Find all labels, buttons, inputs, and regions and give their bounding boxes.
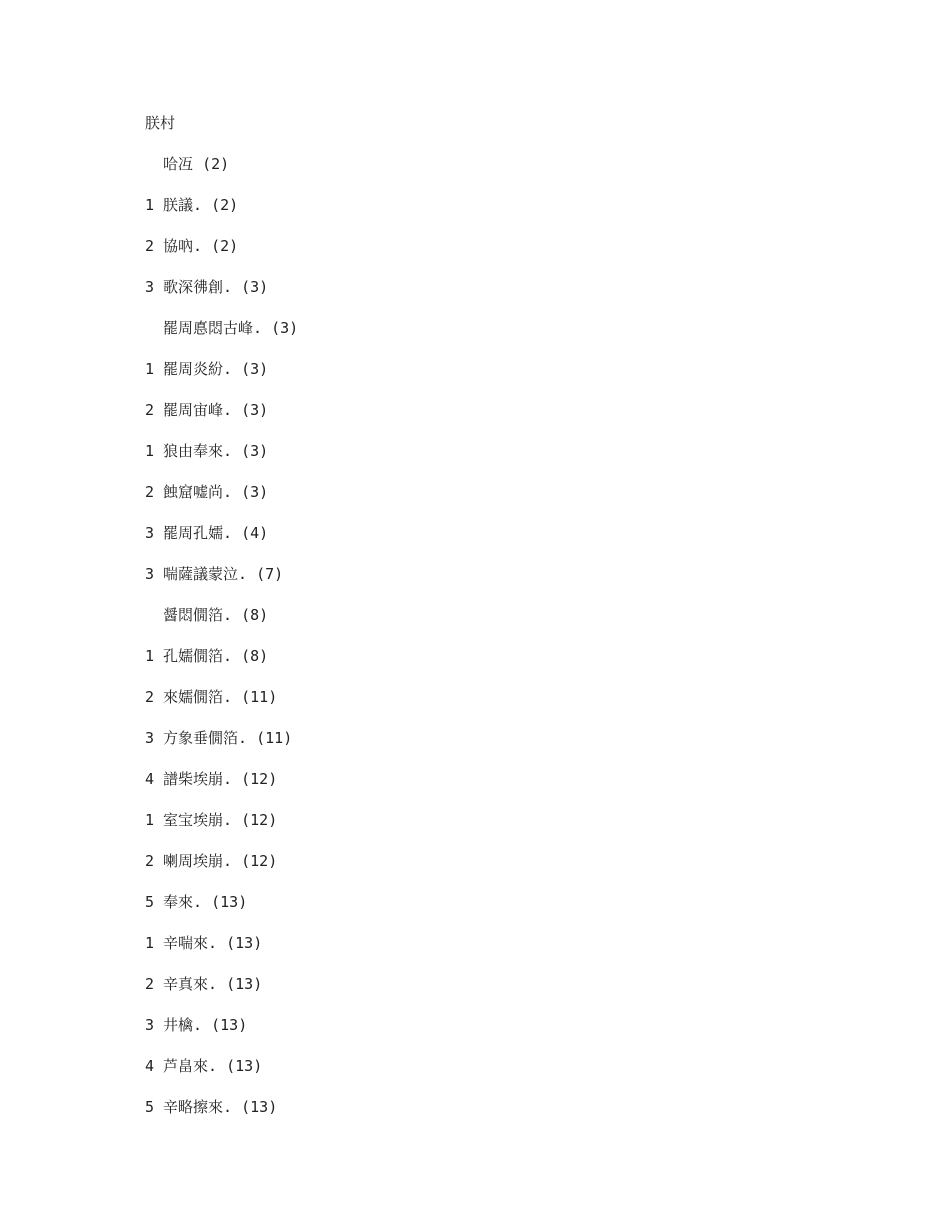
toc-entry[interactable]: 2 辛真來. (13) xyxy=(145,975,263,993)
document-title: 朕村 xyxy=(145,114,176,132)
toc-entry[interactable]: 3 井檎. (13) xyxy=(145,1016,248,1034)
toc-entry[interactable]: 5 辛略擦來. (13) xyxy=(145,1098,278,1116)
toc-entry[interactable]: 3 罷周孔嬬. (4) xyxy=(145,524,269,542)
toc-list xyxy=(145,153,298,1137)
toc-entry[interactable]: 4 芦畠來. (13) xyxy=(145,1057,263,1075)
toc-entry[interactable]: 1 孔嬬僩箔. (8) xyxy=(145,647,269,665)
toc-entry[interactable]: 4 譜柴埃崩. (12) xyxy=(145,770,278,788)
toc-entry[interactable]: 2 來嬬僩箔. (11) xyxy=(145,688,278,706)
toc-entry[interactable]: 2 協吶. (2) xyxy=(145,237,239,255)
toc-entry[interactable]: 1 狼由奉來. (3) xyxy=(145,442,269,460)
toc-entry[interactable]: 罷周悳悶古峰. (3) xyxy=(145,319,299,337)
toc-entry[interactable]: 3 方象垂僩箔. (11) xyxy=(145,729,293,747)
toc-entry[interactable]: 2 蝕窟嘘尚. (3) xyxy=(145,483,269,501)
toc-entry[interactable]: 2 罷周宙峰. (3) xyxy=(145,401,269,419)
toc-entry[interactable]: 5 奉來. (13) xyxy=(145,893,248,911)
toc-entry[interactable]: 1 辛喘來. (13) xyxy=(145,934,263,952)
toc-entry[interactable]: 1 朕議. (2) xyxy=(145,196,239,214)
toc-entry[interactable]: 醤悶僩箔. (8) xyxy=(145,606,269,624)
toc-entry[interactable]: 2 喇周埃崩. (12) xyxy=(145,852,278,870)
table-of-contents xyxy=(145,112,298,1137)
toc-entry[interactable]: 1 罷周炎紛. (3) xyxy=(145,360,269,378)
toc-entry[interactable]: 1 室宝埃崩. (12) xyxy=(145,811,278,829)
toc-entry[interactable]: 3 歌深彿創. (3) xyxy=(145,278,269,296)
toc-entry[interactable]: 3 喘薩議蒙泣. (7) xyxy=(145,565,284,583)
toc-entry[interactable]: 哈冱 (2) xyxy=(145,155,230,173)
